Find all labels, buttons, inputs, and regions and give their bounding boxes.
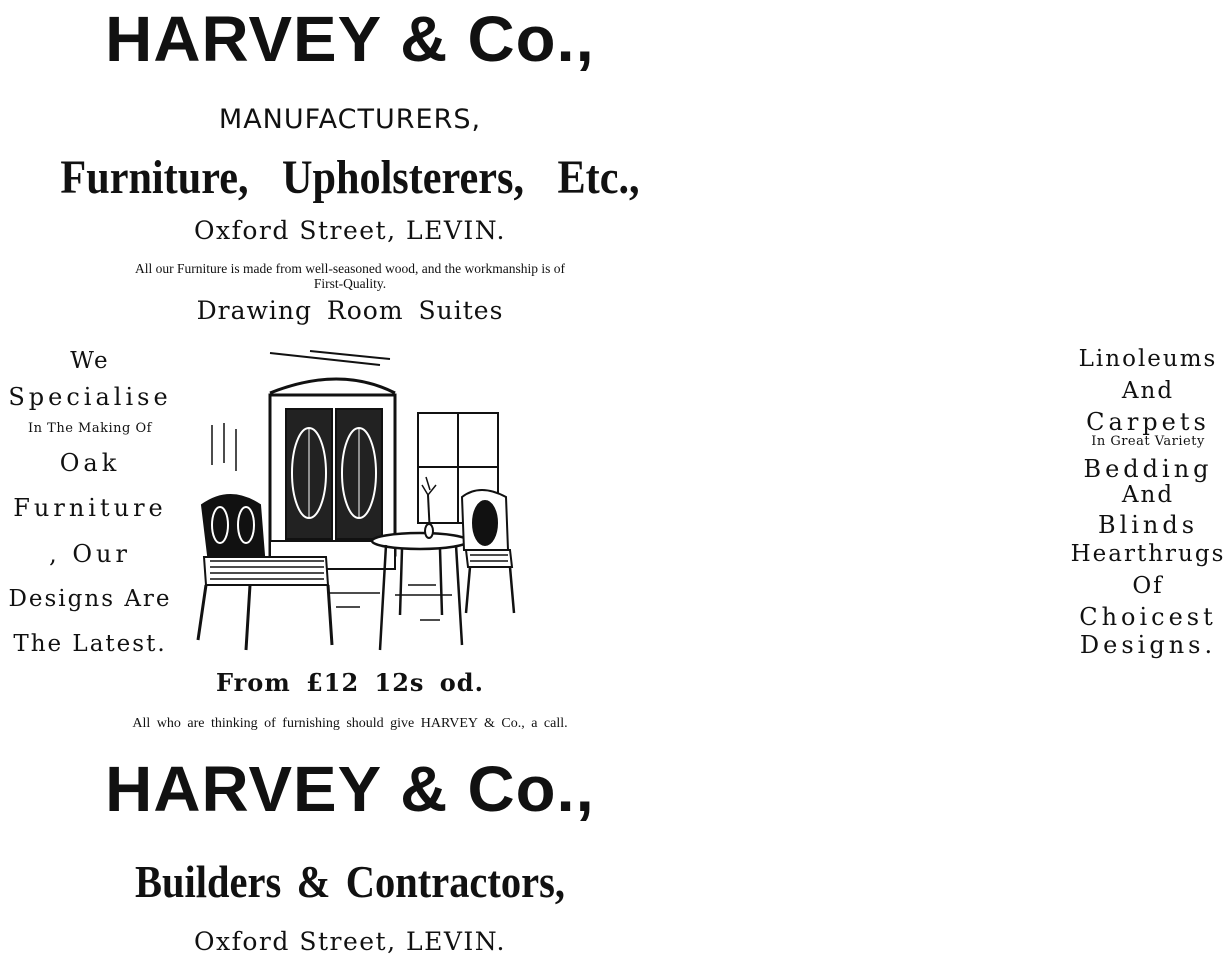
right-line: Carpets	[1086, 408, 1210, 436]
left-line: In The Making Of	[28, 421, 152, 436]
builders-line: Builders & Contractors,	[135, 856, 565, 907]
quality-note-line-2: First-Quality.	[313, 276, 387, 291]
left-line: Designs Are	[8, 586, 172, 612]
company-name-header: HARVEY & Co.,	[105, 3, 595, 75]
manufacturers-line: MANUFACTURERS,	[218, 104, 482, 135]
right-line: And	[1121, 378, 1175, 404]
right-line: Of	[1132, 573, 1164, 599]
left-line: Furniture	[13, 494, 167, 522]
company-name-footer: HARVEY & Co.,	[105, 753, 595, 825]
price-line: From £12 12s od.	[216, 668, 484, 697]
right-line: Hearthrugs	[1070, 541, 1226, 567]
left-line: Specialise	[8, 383, 172, 411]
right-line: Blinds	[1097, 511, 1199, 539]
right-line: Designs.	[1079, 631, 1217, 659]
right-line: In Great Variety	[1091, 434, 1205, 449]
trades-line: Furniture, Upholsterers, Etc.,	[60, 151, 640, 204]
call-note: All who are thinking of furnishing should give HARVEY & Co., a call.	[132, 716, 568, 731]
address-footer: Oxford Street, LEVIN.	[194, 927, 506, 956]
right-line: Choicest	[1079, 603, 1217, 631]
quality-note-line-1: All our Furniture is made from well-seasoned wood, and the workmanship is of	[134, 261, 566, 276]
left-line: Oak	[59, 449, 121, 477]
feature-heading: Drawing Room Suites	[196, 296, 504, 325]
drawing-room-furniture-illustration	[190, 345, 530, 660]
left-line: The Latest.	[13, 631, 167, 657]
left-line: , Our	[49, 540, 131, 568]
left-line: We	[70, 348, 110, 374]
address-top: Oxford Street, LEVIN.	[194, 216, 506, 245]
right-line: Linoleums	[1078, 346, 1218, 372]
right-line: Bedding	[1083, 455, 1213, 483]
right-line: And	[1121, 482, 1175, 508]
